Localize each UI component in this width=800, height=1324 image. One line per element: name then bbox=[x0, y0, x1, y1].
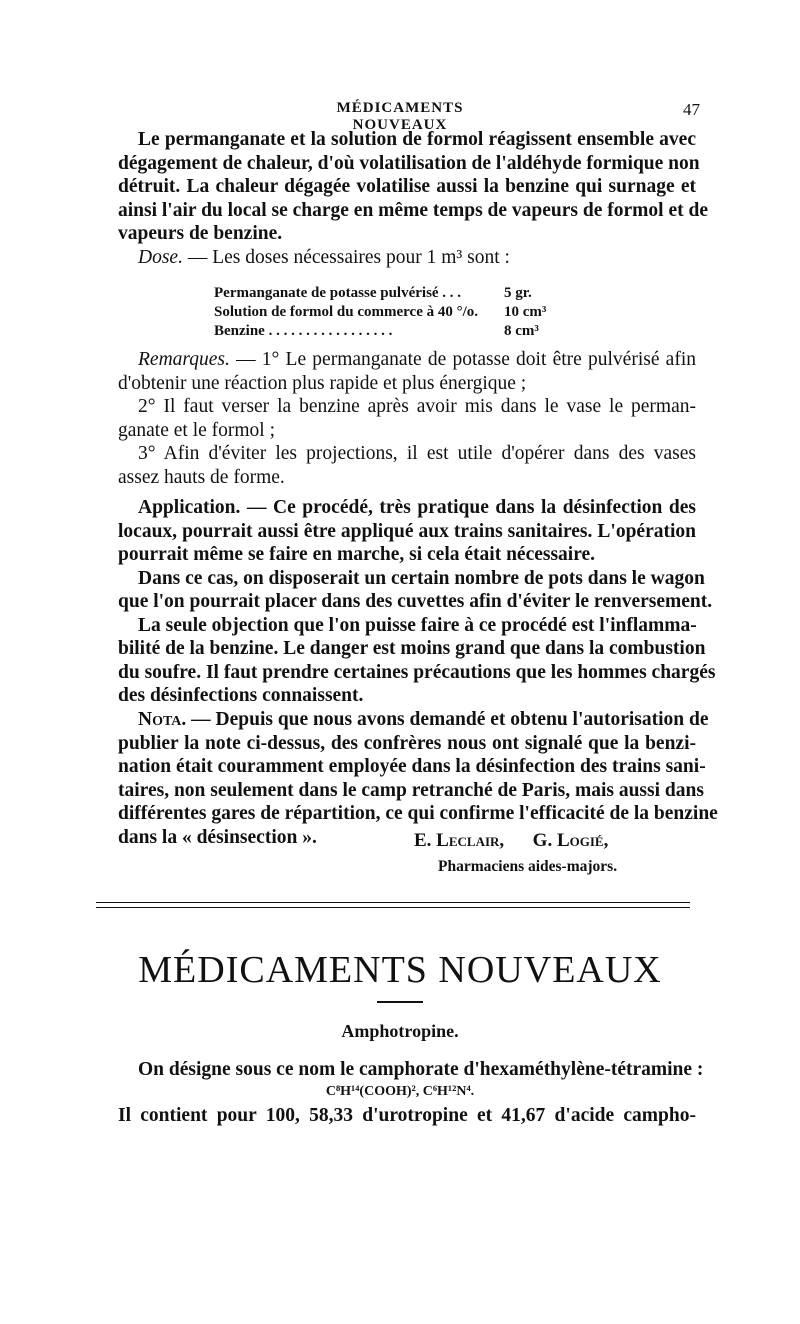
text-line: Le permanganate et la solution de formol réagissent ensemble avec bbox=[138, 129, 696, 150]
text-line: Il contient pour 100, 58,33 d'urotropine et 41,67 d'acide campho- bbox=[118, 1105, 696, 1126]
paragraph-nota bbox=[118, 708, 718, 849]
text-line: assez hauts de forme. bbox=[118, 466, 285, 488]
text-line: du soufre. Il faut prendre certaines précautions que les hommes chargés bbox=[118, 661, 716, 683]
nota-label: Nota. bbox=[138, 709, 187, 730]
nota-text: — Depuis que nous avons demandé et obtenu l'autorisation de bbox=[186, 709, 709, 730]
paragraph-composition bbox=[118, 1104, 696, 1128]
table-item: Solution de formol du commerce à 40 °/o. bbox=[214, 304, 479, 320]
paragraph-application bbox=[118, 496, 716, 708]
text-line: ainsi l'air du local se charge en même temps de vapeurs de formol et de bbox=[118, 199, 708, 221]
table-row bbox=[214, 322, 584, 341]
chemical-formula: C⁸H¹⁴(COOH)², C⁶H¹²N⁴. bbox=[325, 1084, 475, 1099]
text-line: ganate et le formol ; bbox=[118, 419, 276, 441]
text-line: 2° Il faut verser la benzine après avoir mis dans le vase le perman- bbox=[138, 396, 696, 417]
text-line: détruit. La chaleur dégagée volatilise aussi la benzine qui surnage et bbox=[118, 176, 696, 197]
section-divider-top bbox=[96, 902, 690, 903]
table-row bbox=[214, 303, 584, 322]
text-line: nation était couramment employée dans la désinfection des trains sani- bbox=[118, 756, 706, 777]
text-line: Dans ce cas, on disposerait un certain nombre de pots dans le wagon bbox=[138, 567, 705, 589]
text-line: que l'on pourrait placer dans des cuvettes afin d'éviter le renversement. bbox=[118, 591, 713, 612]
text-line: pourrait même se faire en marche, si cela était nécessaire. bbox=[118, 544, 596, 565]
nota-line bbox=[118, 708, 709, 732]
dose-table bbox=[214, 284, 584, 341]
paragraph-amphotropine bbox=[118, 1058, 704, 1082]
text-line: d'obtenir une réaction plus rapide et plus énergique ; bbox=[118, 372, 527, 394]
text-line: dégagement de chaleur, d'où volatilisation de l'aldéhyde formique non bbox=[118, 152, 700, 174]
text-line: vapeurs de benzine. bbox=[118, 223, 283, 244]
table-row bbox=[214, 284, 584, 303]
section-subtitle: Amphotropine. bbox=[341, 1021, 459, 1041]
title-underline bbox=[377, 1001, 423, 1003]
table-item: Benzine . . . . . . . . . . . . . . . . . bbox=[214, 323, 393, 339]
section-divider-bottom bbox=[96, 907, 690, 908]
text-line: bilité de la benzine. Le danger est moins grand que dans la combustion bbox=[118, 638, 706, 659]
text-line: différentes gares de répartition, ce qui confirme l'efficacité de la benzine bbox=[118, 803, 718, 824]
paragraph-remarques bbox=[118, 348, 696, 489]
signature-role: Pharmaciens aides-majors. bbox=[438, 858, 618, 875]
text-line: taires, non seulement dans le camp retranché de Paris, mais aussi dans bbox=[118, 779, 704, 801]
table-item: Permanganate de potasse pulvérisé . . . bbox=[214, 285, 462, 301]
signature-names: E. Leclair, G. Logié, bbox=[414, 830, 609, 851]
text-line: publier la note ci-dessus, des confrères nous ont signalé que la benzi- bbox=[118, 732, 696, 754]
table-qty: 5 gr. bbox=[504, 285, 532, 301]
page-number: 47 bbox=[683, 100, 700, 119]
dose-label: Dose. bbox=[138, 246, 183, 268]
remarques-label: Remarques. bbox=[138, 349, 230, 370]
remarques-text: — 1° Le permanganate de potasse doit être pulvérisé afin bbox=[229, 349, 696, 370]
text-line: La seule objection que l'on puisse faire à ce procédé est l'inflamma- bbox=[138, 614, 697, 636]
dose-text: — Les doses nécessaires pour 1 m³ sont : bbox=[182, 246, 510, 268]
section-title: MÉDICAMENTS NOUVEAUX bbox=[138, 949, 662, 991]
text-line: des désinfections connaissent. bbox=[118, 685, 364, 706]
table-qty: 8 cm³ bbox=[504, 323, 539, 339]
paragraph-reaction bbox=[118, 128, 708, 269]
dose-line bbox=[118, 246, 696, 270]
running-title: MÉDICAMENTS NOUVEAUX bbox=[336, 100, 464, 133]
text-line: 3° Afin d'éviter les projections, il est utile d'opérer dans des vases bbox=[138, 443, 696, 464]
text-line: Application. — Ce procédé, très pratique dans la désinfection des bbox=[138, 497, 696, 518]
remarques-line bbox=[118, 348, 696, 372]
text-line: dans la « désinsection ». bbox=[118, 826, 317, 848]
table-qty: 10 cm³ bbox=[504, 304, 547, 320]
text-line: locaux, pourrait aussi être appliqué aux trains sanitaires. L'opération bbox=[118, 520, 696, 542]
text-line: On désigne sous ce nom le camphorate d'hexaméthylène-tétramine : bbox=[138, 1059, 704, 1080]
